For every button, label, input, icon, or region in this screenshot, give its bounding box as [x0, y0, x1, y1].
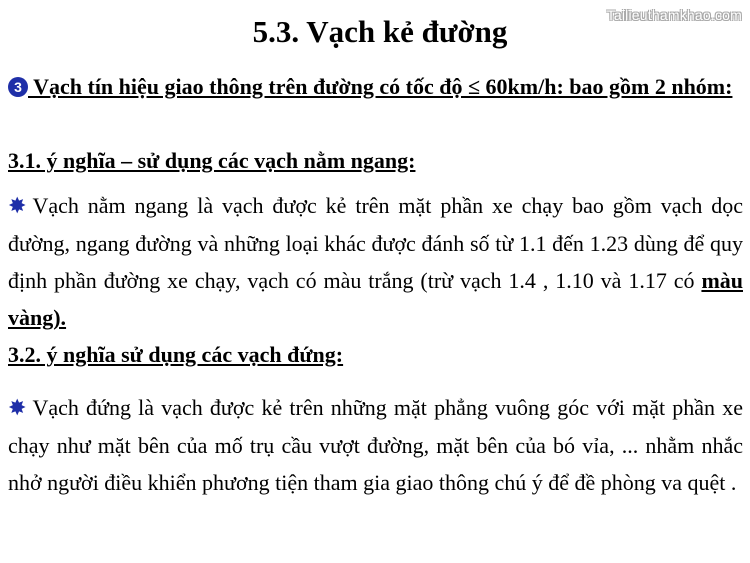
paragraph-vertical-markings — [8, 389, 743, 501]
watermark: Tailieuthamkhao.com — [606, 7, 742, 23]
asterisk-star-icon: ✸ — [8, 396, 27, 421]
section-heading-horizontal: 3.1. ý nghĩa – sử dụng các vạch nằm ngang: — [8, 148, 416, 173]
page-title: 5.3. Vạch kẻ đường — [252, 14, 508, 49]
section-heading-vertical: 3.2. ý nghĩa sử dụng các vạch đứng: — [8, 342, 344, 367]
paragraph-text: Vạch nằm ngang là vạch được kẻ trên mặt phần xe chạy bao gồm vạch dọc đường, ngang đường và những loại khác được đánh số từ 1.1 đến 1.23 dùng để quy định phần đường xe chạy, vạch có màu trắng (trừ vạch 1.4 , 1.10 và 1.17 có — [8, 193, 743, 293]
paragraph-horizontal-markings — [8, 187, 743, 336]
paragraph-text: Vạch đứng là vạch được kẻ trên những mặt phẳng vuông góc với mặt phần xe chạy như mặt bên của mố trụ cầu vượt đường, mặt bên của bó vỉa, ... nhằm nhắc nhở người điều khiển phương tiện tham gia giao thông chú ý để đề phòng va quệt . — [8, 395, 743, 495]
heading-group — [8, 68, 743, 105]
asterisk-star-icon: ✸ — [8, 194, 27, 219]
circled-number-three-icon: 3 — [8, 77, 28, 97]
emphasis-yellow: màu vàng). — [8, 268, 743, 330]
group-heading-text: Vạch tín hiệu giao thông trên đường có tốc độ ≤ 60km/h: bao gồm 2 nhóm: — [28, 74, 733, 99]
